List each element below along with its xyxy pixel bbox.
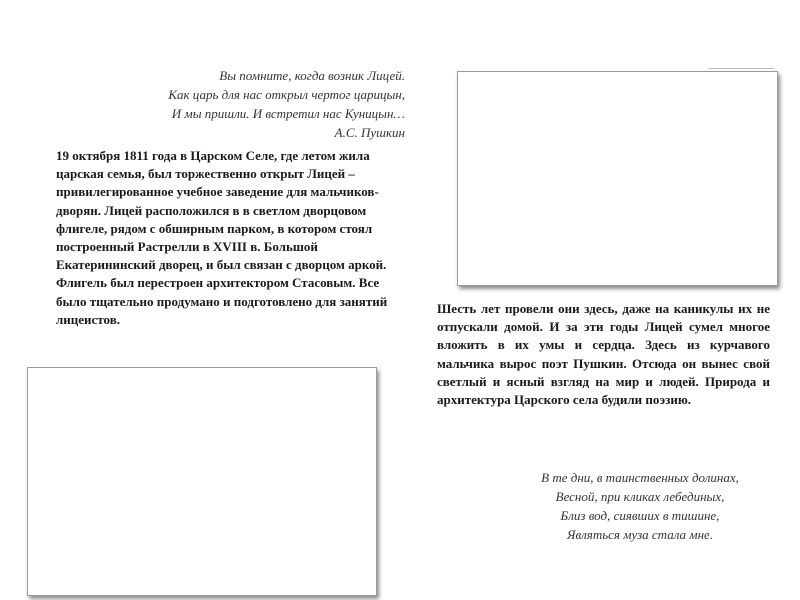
epigraph-line: Как царь для нас открыл чертог царицын, [168, 87, 405, 102]
poem-line: В те дни, в таинственных долинах, [541, 470, 739, 485]
photo-placeholder-top [457, 71, 778, 286]
poem-line: Являться муза стала мне. [566, 527, 714, 542]
photo-placeholder-bottom [27, 367, 377, 596]
poem-line: Близ вод, сиявших в тишине, [560, 508, 720, 523]
epigraph-author: А.С. Пушкин [334, 125, 405, 140]
paragraph-six-years: Шесть лет провели они здесь, даже на каникулы их не отпускали домой. И за эти годы Лицей сумел многое вложить в их умы и сердца. Здесь из курчавого мальчика вырос поэт Пушкин. Отсюда он вынес свой светлый и ясный взгляд на мир и людей. Природа и архитектура Царского села будили поэзию. [437, 301, 770, 408]
epigraph-line: Вы помните, когда возник Лицей. [219, 68, 405, 83]
paragraph-lyceum-opening: 19 октября 1811 года в Царском Селе, где летом жила царская семья, был торжественно открыт Лицей – привилегированное учебное заведение для мальчиков-дворян. Лицей расположился в в светлом дворцовом флигеле, рядом с обширным парком, в котором стоял построенный Растрелли в XVIII в. Большой Екатерининский дворец, и был связан с дворцом аркой. Флигель был перестроен архитектором Стасовым. Все было тщательно продумано и подготовлено для занятий лицеистов. [56, 148, 388, 327]
poem-line: Весной, при кликах лебединых, [555, 489, 725, 504]
epigraph-line: И мы пришли. И встретил нас Куницын… [171, 106, 405, 121]
epigraph [100, 66, 405, 142]
poem-quote [490, 468, 790, 544]
